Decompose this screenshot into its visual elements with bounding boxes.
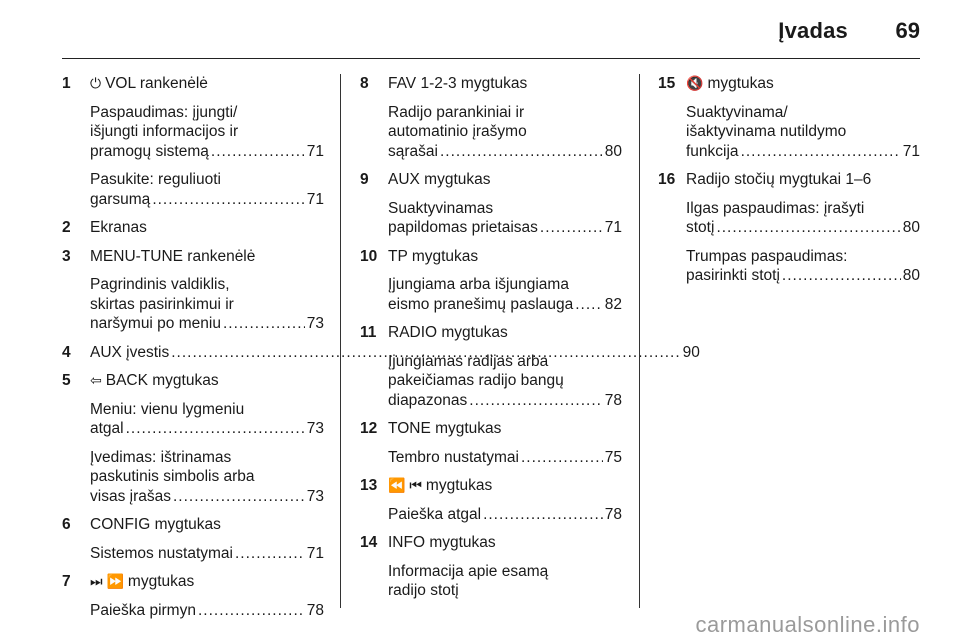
description-reference: [90, 419, 324, 439]
legend-item: [360, 74, 622, 94]
page-reference[interactable]: 73: [306, 487, 324, 505]
description-line: Informacija apie esamą: [388, 562, 549, 580]
description-reference: [388, 448, 622, 468]
item-label: AUX įvestis: [90, 343, 170, 361]
description-line: pasirinkti stotį: [686, 267, 780, 284]
item-description: [388, 448, 622, 468]
page-reference[interactable]: 73: [306, 420, 324, 437]
description-line: pramogų sistemą: [90, 142, 209, 160]
item-number: 12: [360, 420, 378, 437]
legend-item: [360, 170, 622, 190]
item-title: [90, 572, 324, 592]
page-reference[interactable]: 80: [902, 267, 920, 284]
legend-item: [360, 323, 622, 343]
legend-item: [360, 533, 622, 553]
dot-leader: [198, 601, 305, 621]
item-number: 14: [360, 534, 378, 551]
description-line: visas įrašas: [90, 487, 171, 505]
item-title: [90, 515, 324, 535]
item-label: mygtukas: [425, 477, 493, 494]
dot-leader: [235, 544, 305, 564]
legend-item: [658, 170, 920, 190]
item-label: BACK mygtukas: [105, 372, 219, 389]
item-title: [388, 476, 622, 496]
item-title: [686, 170, 920, 190]
description-reference: [388, 295, 622, 315]
description-line: naršymui po meniu: [90, 315, 221, 332]
description-reference: [686, 142, 920, 162]
description-line: Paieška pirmyn: [90, 601, 196, 619]
dot-leader: [173, 487, 305, 507]
item-description: [388, 562, 622, 601]
legend-item: [360, 247, 622, 267]
page-reference[interactable]: 78: [604, 391, 622, 409]
item-number: 10: [360, 247, 378, 265]
page-reference[interactable]: 71: [306, 142, 324, 160]
seek-forward-icon: ⏭ ⏩: [90, 573, 124, 589]
watermark[interactable]: carmanualsonline.info: [695, 612, 920, 637]
item-label: FAV 1-2-3 mygtukas: [388, 75, 528, 92]
description-line: Paieška atgal: [388, 505, 482, 523]
item-number: 11: [360, 324, 377, 341]
item-number: 5: [62, 372, 71, 389]
description-line: Tembro nustatymai: [388, 448, 519, 466]
item-description: [388, 352, 622, 411]
item-title: [388, 74, 622, 94]
dot-leader: [540, 218, 603, 238]
description-reference: [90, 314, 324, 334]
dot-leader: [483, 505, 603, 525]
item-description: [388, 103, 622, 162]
dot-leader: [782, 266, 901, 286]
item-label: INFO mygtukas: [388, 534, 496, 551]
item-description: [388, 505, 622, 525]
item-number: 3: [62, 247, 71, 265]
item-label: Ekranas: [90, 219, 147, 236]
item-number: 4: [62, 343, 71, 361]
item-description: [686, 247, 920, 286]
item-number: 2: [62, 219, 71, 236]
legend-item: [62, 572, 324, 592]
description-reference: [686, 218, 920, 238]
legend-item: [360, 419, 622, 439]
item-description: [686, 199, 920, 238]
dot-leader: [152, 190, 304, 210]
description-line: Radijo parankiniai ir: [388, 103, 525, 121]
item-description: [686, 103, 920, 162]
dot-leader: [575, 295, 603, 315]
page-reference[interactable]: 71: [902, 142, 920, 160]
page-reference[interactable]: 78: [604, 505, 622, 523]
page-header: [0, 0, 960, 64]
item-label: Radijo stočių mygtukai 1–6: [686, 171, 872, 188]
column-3: [658, 74, 920, 295]
description-line: išjungti informacijos ir: [90, 123, 239, 140]
item-description: [90, 103, 324, 162]
legend-item: [62, 371, 324, 391]
legend-item: [658, 74, 920, 94]
description-line: išaktyvinama nutildymo: [686, 123, 847, 140]
description-reference: [686, 266, 920, 286]
item-number: 16: [658, 171, 676, 188]
item-number: 6: [62, 516, 71, 533]
description-line: garsumą: [90, 190, 151, 208]
description-line: pakeičiamas radijo bangų: [388, 372, 564, 389]
back-arrow-icon: ⇦: [90, 372, 102, 388]
description-line: skirtas pasirinkimui ir: [90, 295, 234, 313]
legend-item: [62, 74, 324, 94]
item-title: [388, 170, 622, 190]
description-line: Paspaudimas: įjungti/: [90, 103, 238, 121]
item-description: [90, 400, 324, 439]
column-divider-2: [639, 74, 640, 608]
legend-item: [62, 247, 324, 267]
item-title: [90, 218, 324, 238]
description-line: Trumpas paspaudimas:: [686, 247, 848, 265]
item-description: [388, 275, 622, 314]
item-label: AUX mygtukas: [388, 171, 491, 188]
header-divider: [62, 58, 920, 59]
description-line: Suaktyvinama/: [686, 103, 788, 121]
description-line: Sistemos nustatymai: [90, 544, 233, 562]
description-reference: [388, 218, 622, 238]
dot-leader: [741, 142, 901, 162]
item-title: [388, 323, 622, 343]
page-reference[interactable]: 71: [306, 190, 324, 208]
description-reference: [90, 487, 324, 507]
description-line: eismo pranešimų paslauga: [388, 295, 574, 313]
description-reference: [388, 142, 622, 162]
description-line: papildomas prietaisas: [388, 219, 538, 236]
description-line: Suaktyvinamas: [388, 199, 494, 217]
item-number: 7: [62, 573, 71, 590]
description-line: Pasukite: reguliuoti: [90, 171, 221, 188]
item-title: [90, 247, 324, 267]
power-icon: ⏻: [90, 75, 102, 91]
item-label: CONFIG mygtukas: [90, 516, 221, 533]
description-line: Įjungiamas radijas arba: [388, 352, 549, 370]
description-reference: [90, 142, 324, 162]
item-title: [388, 247, 622, 267]
item-label: RADIO mygtukas: [388, 324, 508, 341]
description-reference: [388, 391, 622, 411]
page-reference[interactable]: 73: [306, 315, 324, 332]
item-number: 1: [62, 75, 71, 92]
dot-leader: [716, 218, 900, 238]
column-2: [360, 74, 622, 610]
item-title: [686, 74, 920, 94]
page-reference[interactable]: 71: [306, 544, 324, 562]
description-reference: [388, 505, 622, 525]
seek-back-icon: ⏪ ⏮: [388, 477, 422, 493]
dot-leader: [223, 314, 305, 334]
description-line: atgal: [90, 420, 124, 437]
description-line: Ilgas paspaudimas: įrašyti: [686, 199, 865, 217]
item-label: TONE mygtukas: [388, 420, 502, 437]
item-description: [90, 448, 324, 507]
item-label: MENU-TUNE rankenėlė: [90, 247, 256, 265]
item-number: 9: [360, 171, 369, 188]
dot-leader: [521, 448, 603, 468]
description-line: radijo stotį: [388, 582, 459, 599]
item-number: 13: [360, 477, 378, 494]
page-title: Įvadas: [778, 18, 848, 43]
item-title: [90, 74, 324, 94]
page-reference[interactable]: 80: [604, 142, 622, 160]
item-description: [90, 170, 324, 209]
mute-icon: 🔇: [686, 75, 704, 91]
item-title: [388, 419, 622, 439]
description-line: funkcija: [686, 142, 739, 160]
column-divider-1: [340, 74, 341, 608]
item-number: 8: [360, 75, 369, 92]
page-reference[interactable]: 78: [306, 601, 324, 619]
item-label: mygtukas: [707, 75, 774, 92]
page-reference[interactable]: 80: [902, 219, 920, 236]
item-description: [90, 544, 324, 564]
legend-item: [62, 515, 324, 535]
dot-leader: [440, 142, 603, 162]
description-reference: [90, 190, 324, 210]
dot-leader: [469, 391, 602, 411]
description-line: Pagrindinis valdiklis,: [90, 276, 230, 293]
page-reference[interactable]: 71: [604, 219, 622, 236]
page-reference[interactable]: 82: [604, 295, 622, 313]
description-line: automatinio įrašymo: [388, 123, 527, 140]
legend-item: [360, 476, 622, 496]
item-number: 15: [658, 75, 676, 92]
dot-leader: [211, 142, 305, 162]
item-label: mygtukas: [127, 573, 195, 590]
item-description: [90, 275, 324, 334]
legend-item: [62, 218, 324, 238]
description-line: paskutinis simbolis arba: [90, 468, 255, 485]
description-line: sąrašai: [388, 142, 438, 160]
description-line: Meniu: vienu lygmeniu: [90, 400, 245, 418]
description-reference: [90, 544, 324, 564]
page-number: 69: [895, 18, 920, 43]
description-line: diapazonas: [388, 391, 468, 409]
item-description: [388, 199, 622, 238]
item-title: [388, 533, 622, 553]
description-reference: [90, 601, 324, 621]
page-reference[interactable]: 90: [682, 343, 700, 361]
description-line: stotį: [686, 219, 715, 236]
item-label: VOL rankenėlė: [105, 75, 208, 92]
dot-leader: [126, 419, 305, 439]
item-label: TP mygtukas: [388, 247, 479, 265]
description-line: Įvedimas: ištrinamas: [90, 448, 232, 466]
description-line: Įjungiama arba išjungiama: [388, 276, 569, 293]
item-description: [90, 601, 324, 621]
page-reference[interactable]: 75: [604, 448, 622, 466]
item-title: [90, 371, 324, 391]
